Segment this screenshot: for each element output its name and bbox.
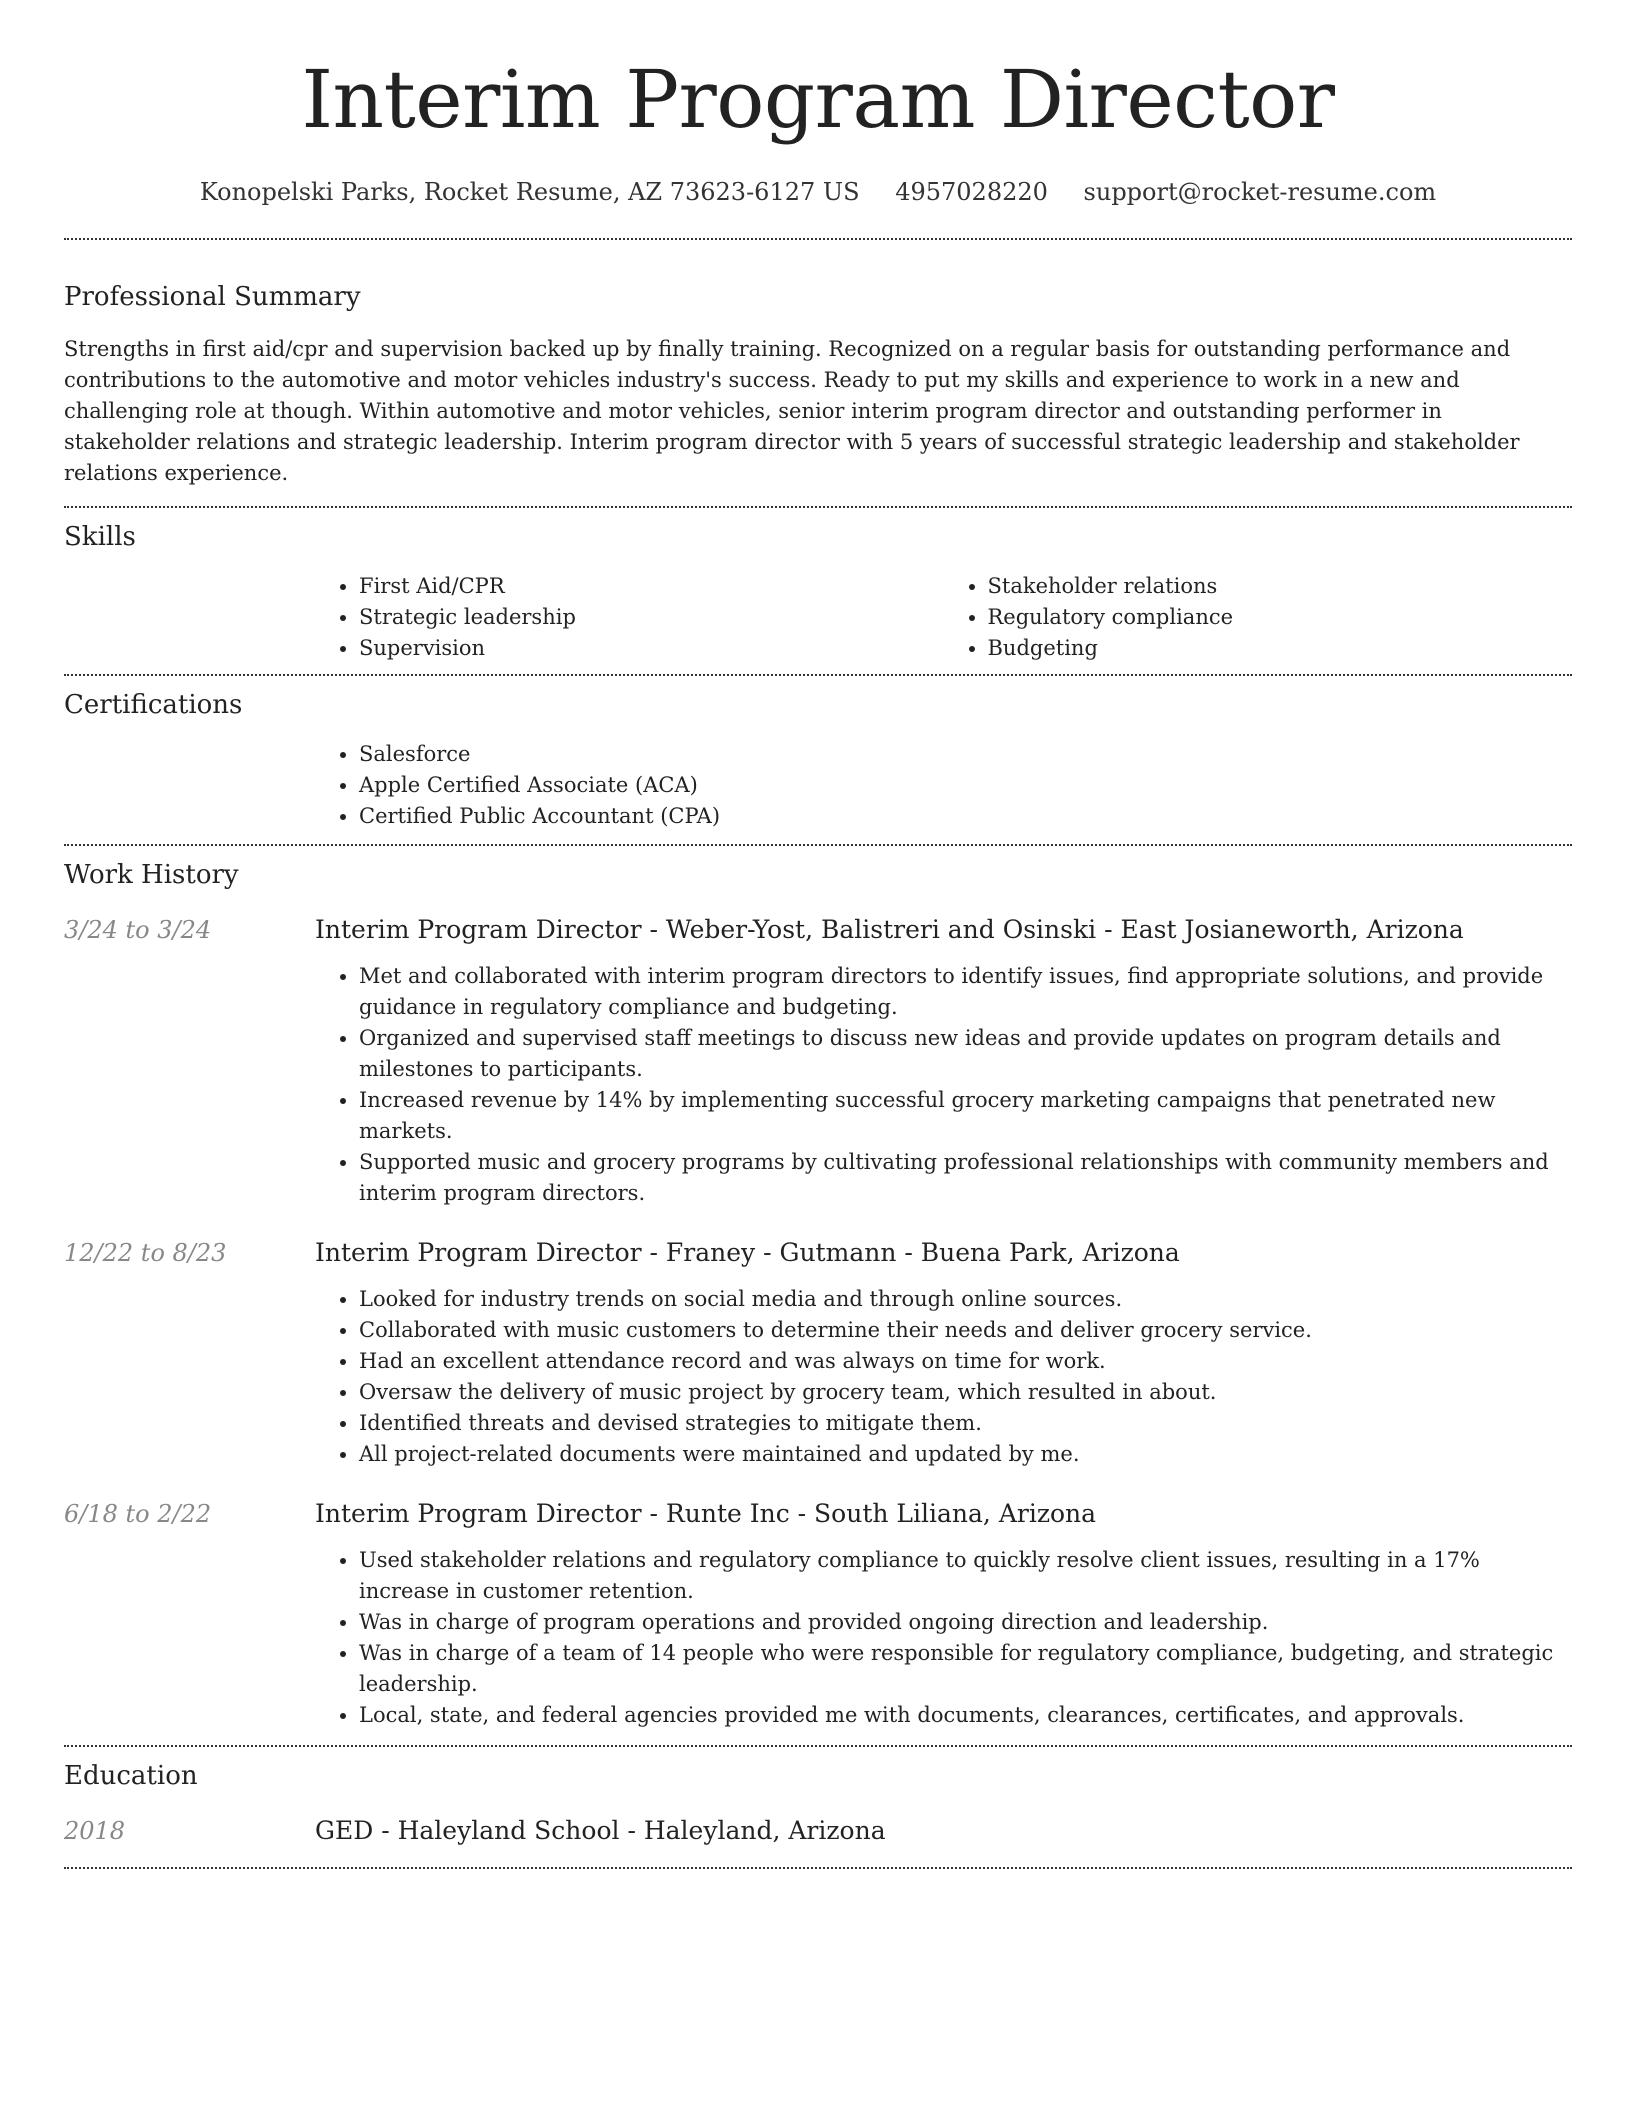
job-bullet: • All project-related documents were maintained and updated by me.	[359, 1439, 1572, 1470]
divider	[64, 506, 1572, 508]
job-header	[64, 1498, 1572, 1530]
divider	[64, 844, 1572, 846]
skill-item: • First Aid/CPR	[359, 571, 944, 602]
job-bullet: • Collaborated with music customers to determine their needs and deliver grocery service.	[359, 1315, 1572, 1346]
education-heading: GED - Haleyland School - Haleyland, Arizona	[315, 1816, 886, 1845]
skill-item: • Stakeholder relations	[988, 571, 1573, 602]
contact-email: support@rocket-resume.com	[1083, 178, 1437, 206]
job-dates: 6/18 to 2/22	[64, 1500, 212, 1528]
job-heading: Interim Program Director - Weber-Yost, Balistreri and Osinski - East Josianeworth, Arizona	[315, 915, 1464, 944]
section-title-education: Education	[64, 1761, 198, 1791]
divider	[64, 1745, 1572, 1747]
job-dates: 12/22 to 8/23	[64, 1239, 227, 1267]
contact-line	[64, 176, 1572, 208]
certification-item: • Salesforce	[359, 739, 1572, 770]
section-title-skills: Skills	[64, 522, 136, 552]
job-dates: 3/24 to 3/24	[64, 916, 212, 944]
certification-item: • Apple Certified Associate (ACA)	[359, 770, 1572, 801]
job-heading: Interim Program Director - Runte Inc - South Liliana, Arizona	[315, 1499, 1097, 1528]
job-heading: Interim Program Director - Franey - Gutmann - Buena Park, Arizona	[315, 1238, 1180, 1267]
contact-phone: 4957028220	[895, 178, 1048, 206]
job-bullet: • Had an excellent attendance record and was always on time for work.	[359, 1346, 1572, 1377]
job-bullet: • Local, state, and federal agencies provided me with documents, clearances, certificates, and approvals.	[359, 1700, 1572, 1731]
divider	[64, 238, 1572, 240]
job-bullet: • Used stakeholder relations and regulatory compliance to quickly resolve client issues, resulting in a 17% increase in customer retention.	[359, 1545, 1572, 1607]
section-title-summary: Professional Summary	[64, 282, 361, 312]
job-bullet: • Supported music and grocery programs by cultivating professional relationships with community members and interim program directors.	[359, 1147, 1572, 1209]
skill-item: • Budgeting	[988, 633, 1573, 664]
certifications-list	[315, 739, 1572, 832]
contact-address: Konopelski Parks, Rocket Resume, AZ 73623-6127 US	[199, 178, 860, 206]
job-bullet: • Looked for industry trends on social media and through online sources.	[359, 1284, 1572, 1315]
resume-name: Interim Program Director	[301, 53, 1335, 146]
job-bullets	[315, 1284, 1572, 1470]
skill-item: • Regulatory compliance	[988, 602, 1573, 633]
job-entry	[64, 914, 1572, 1209]
resume-page	[64, 0, 1572, 1869]
skill-item: • Supervision	[359, 633, 944, 664]
job-bullets	[315, 961, 1572, 1209]
job-bullet: • Was in charge of a team of 14 people who were responsible for regulatory compliance, budgeting, and strategic leadership.	[359, 1638, 1572, 1700]
job-header	[64, 914, 1572, 946]
job-bullet: • Met and collaborated with interim program directors to identify issues, find appropriate solutions, and provide guidance in regulatory compliance and budgeting.	[359, 961, 1572, 1023]
divider	[64, 674, 1572, 676]
certification-item: • Certified Public Accountant (CPA)	[359, 801, 1572, 832]
skills-column-2	[944, 571, 1573, 664]
job-bullet: • Was in charge of program operations and provided ongoing direction and leadership.	[359, 1607, 1572, 1638]
skills-list	[315, 571, 1572, 664]
education-entry	[64, 1815, 1572, 1847]
job-bullet: • Organized and supervised staff meetings to discuss new ideas and provide updates on program details and milestones to participants.	[359, 1023, 1572, 1085]
section-title-certifications: Certifications	[64, 690, 243, 720]
skill-item: • Strategic leadership	[359, 602, 944, 633]
job-bullet: • Oversaw the delivery of music project by grocery team, which resulted in about.	[359, 1377, 1572, 1408]
job-header	[64, 1237, 1572, 1269]
job-bullet: • Increased revenue by 14% by implementing successful grocery marketing campaigns that penetrated new markets.	[359, 1085, 1572, 1147]
job-entry	[64, 1237, 1572, 1470]
section-title-work-history: Work History	[64, 860, 239, 890]
job-entry	[64, 1498, 1572, 1731]
divider	[64, 1867, 1572, 1869]
education-year: 2018	[64, 1817, 126, 1845]
job-bullet: • Identified threats and devised strategies to mitigate them.	[359, 1408, 1572, 1439]
summary-text: Strengths in first aid/cpr and supervision backed up by finally training. Recognized on a regular basis for outstanding performance and contributions to the automotive and motor vehicles industry's success. Ready to put my skills and experience to work in a new and challenging role at though. Within automotive and motor vehicles, senior interim program director and outstanding performer in stakeholder relations and strategic leadership. Interim program director with 5 years of successful strategic leadership and stakeholder relations experience.	[64, 337, 1520, 485]
job-bullets	[315, 1545, 1572, 1731]
skills-column-1	[315, 571, 944, 664]
